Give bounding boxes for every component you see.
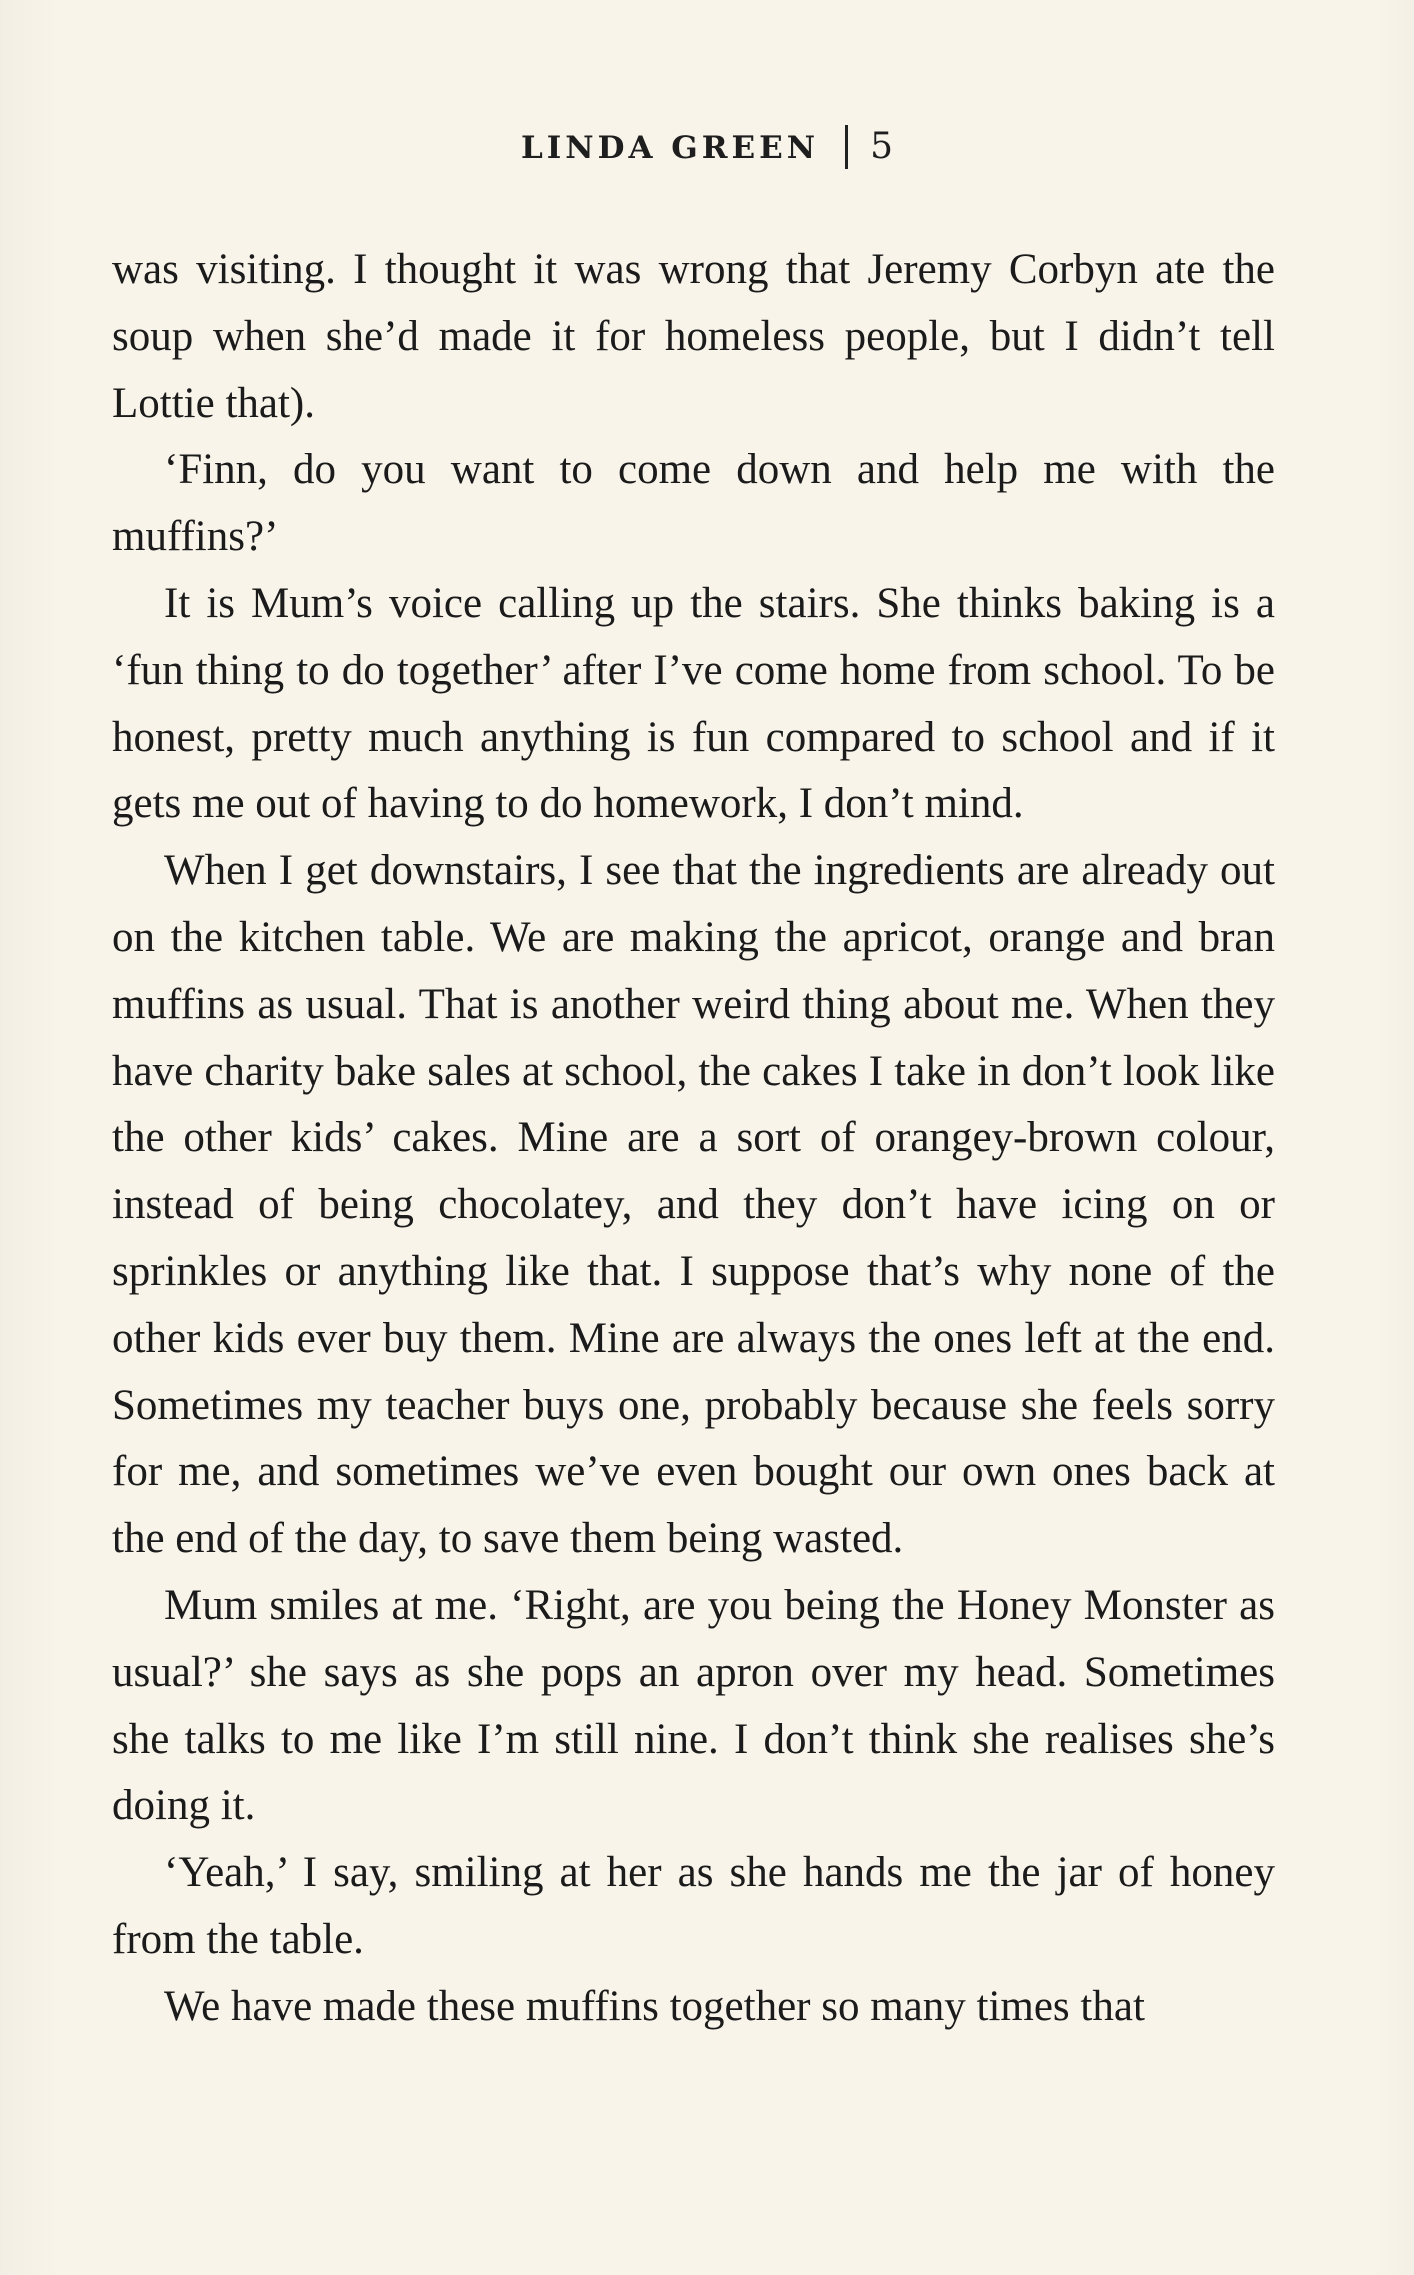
paragraph: When I get downstairs, I see that the ingredients are already out on the kitchen table. We are making the apricot, orange and bran muffins as usual. That is another weird thing about me. When they have charity bake sales at school, the cakes I take in don’t look like the other kids’ cakes. Mine are a sort of orangey-brown colour, instead of being chocolatey, and they don’t have icing on or sprinkles or anything like that. I suppose that’s why none of the other kids ever buy them. Mine are always the ones left at the end. Sometimes my teacher buys one, probably because she feels sorry for me, and sometimes we’ve even bought our own ones back at the end of the day, to save them being wasted.: [112, 847, 1275, 1563]
paragraph-continuation: was visiting. I thought it was wrong that Jeremy Corbyn ate the soup when she’d made it for homeless people, but I didn’t tell Lottie that).: [112, 246, 1275, 427]
paragraph: ‘Finn, do you want to come down and help me with the muffins?’: [112, 446, 1275, 561]
page-number: 5: [870, 126, 894, 167]
author-name: LINDA GREEN: [520, 130, 820, 166]
body-text: [112, 237, 1275, 2041]
header-separator: [845, 125, 848, 169]
paragraph: ‘Yeah,’ I say, smiling at her as she hands me the jar of honey from the table.: [112, 1849, 1275, 1963]
running-head: [0, 122, 1414, 172]
paragraph: It is Mum’s voice calling up the stairs. She thinks baking is a ‘fun thing to do together’ after I’ve come home from school. To be honest, pretty much anything is fun compared to school and if it gets me out of having to do homework, I don’t mind.: [112, 579, 1275, 828]
paragraph: Mum smiles at me. ‘Right, are you being the Honey Monster as usual?’ she says as she pops an apron over my head. Sometimes she talks to me like I’m still nine. I don’t think she realises she’s doing it.: [112, 1581, 1275, 1830]
paragraph: We have made these muffins together so many times that: [164, 1982, 1145, 2030]
